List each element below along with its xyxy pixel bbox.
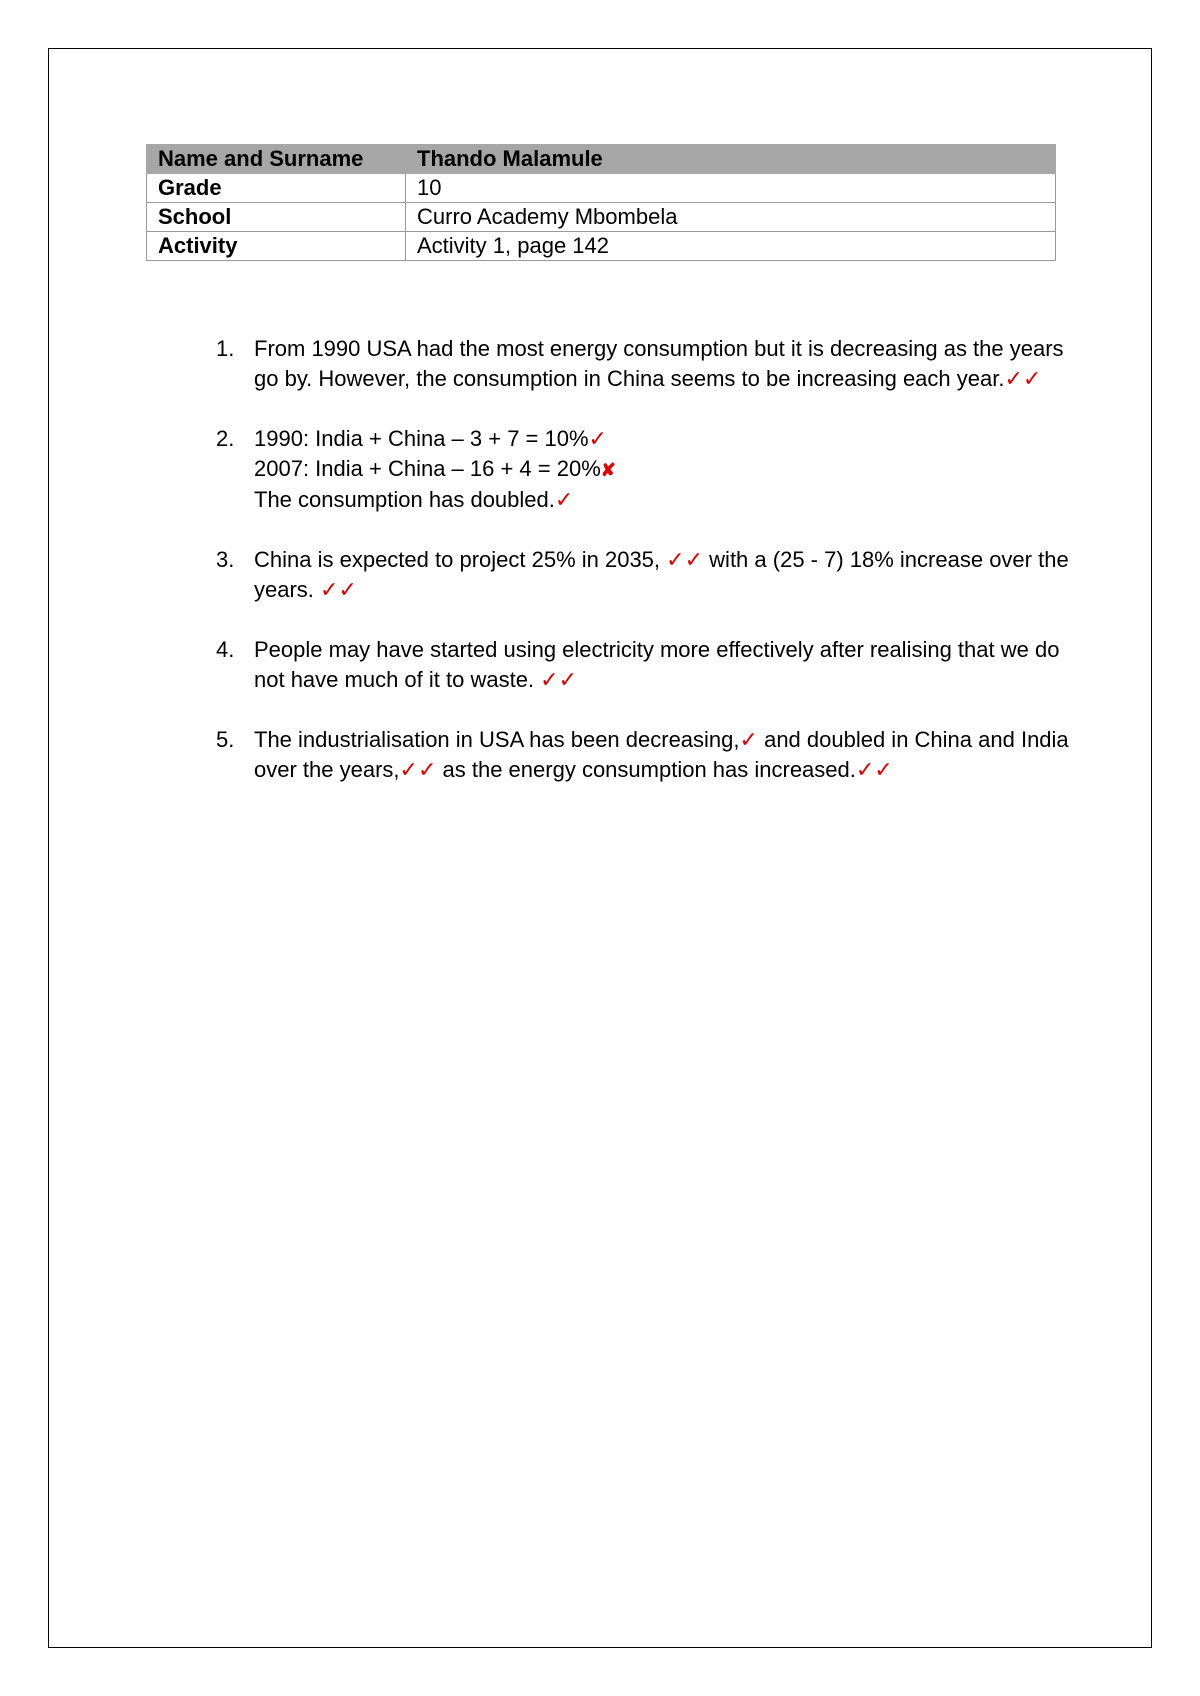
activity-label: Activity: [147, 232, 406, 261]
answer-line: 2007: India + China – 16 + 4 = 20%: [254, 456, 601, 481]
info-row-activity: [147, 232, 1056, 261]
double-tick-icon: ✓✓: [540, 667, 578, 692]
answer-text: People may have started using electricity more effectively after realising that we do not have much of it to waste.: [254, 637, 1060, 692]
double-tick-icon: ✓✓: [855, 757, 893, 782]
double-tick-icon: ✓✓: [1004, 366, 1042, 391]
school-label: School: [147, 203, 406, 232]
answer-5: [216, 725, 1076, 785]
answer-number: 5.: [216, 727, 235, 752]
answer-line: 1990: India + China – 3 + 7 = 10%: [254, 426, 589, 451]
double-tick-icon: ✓✓: [399, 757, 437, 782]
tick-icon: ✓: [554, 487, 574, 512]
answer-text: as the energy consumption has increased.: [442, 757, 856, 782]
answer-text: China is expected to project 25% in 2035,: [254, 547, 661, 572]
answer-list: [216, 334, 1076, 815]
answer-number: 3.: [216, 547, 235, 572]
grade-value: 10: [406, 174, 1056, 203]
cross-icon: ✘: [600, 460, 616, 480]
student-info-table: [146, 144, 1056, 261]
info-row-name: [147, 145, 1056, 174]
double-tick-icon: ✓✓: [320, 577, 357, 602]
name-label: Name and Surname: [147, 145, 406, 174]
answer-line: The consumption has doubled.: [254, 487, 555, 512]
grade-label: Grade: [147, 174, 406, 203]
answer-1: [216, 334, 1076, 394]
answer-text: with a (25 - 7) 18% increase over the years.: [254, 547, 1069, 602]
school-value: Curro Academy Mbombela: [406, 203, 1056, 232]
tick-icon: ✓: [739, 727, 758, 752]
name-value: Thando Malamule: [406, 145, 1056, 174]
answer-2: [216, 424, 1076, 515]
activity-value: Activity 1, page 142: [406, 232, 1056, 261]
answer-text: From 1990 USA had the most energy consumption but it is decreasing as the years go by. However, the consumption in China seems to be increasing each year.: [254, 336, 1064, 391]
answer-number: 2.: [216, 426, 235, 451]
page-border: [48, 48, 1152, 1648]
answer-text: and doubled in China and India over the years,: [254, 727, 1069, 782]
answer-text: The industrialisation in USA has been decreasing,: [254, 727, 740, 752]
answer-number: 1.: [216, 336, 235, 361]
info-row-grade: [147, 174, 1056, 203]
answer-number: 4.: [216, 637, 235, 662]
tick-icon: ✓: [588, 426, 607, 451]
double-tick-icon: ✓✓: [666, 547, 704, 572]
answer-4: [216, 635, 1076, 695]
info-row-school: [147, 203, 1056, 232]
answer-3: [216, 545, 1076, 605]
